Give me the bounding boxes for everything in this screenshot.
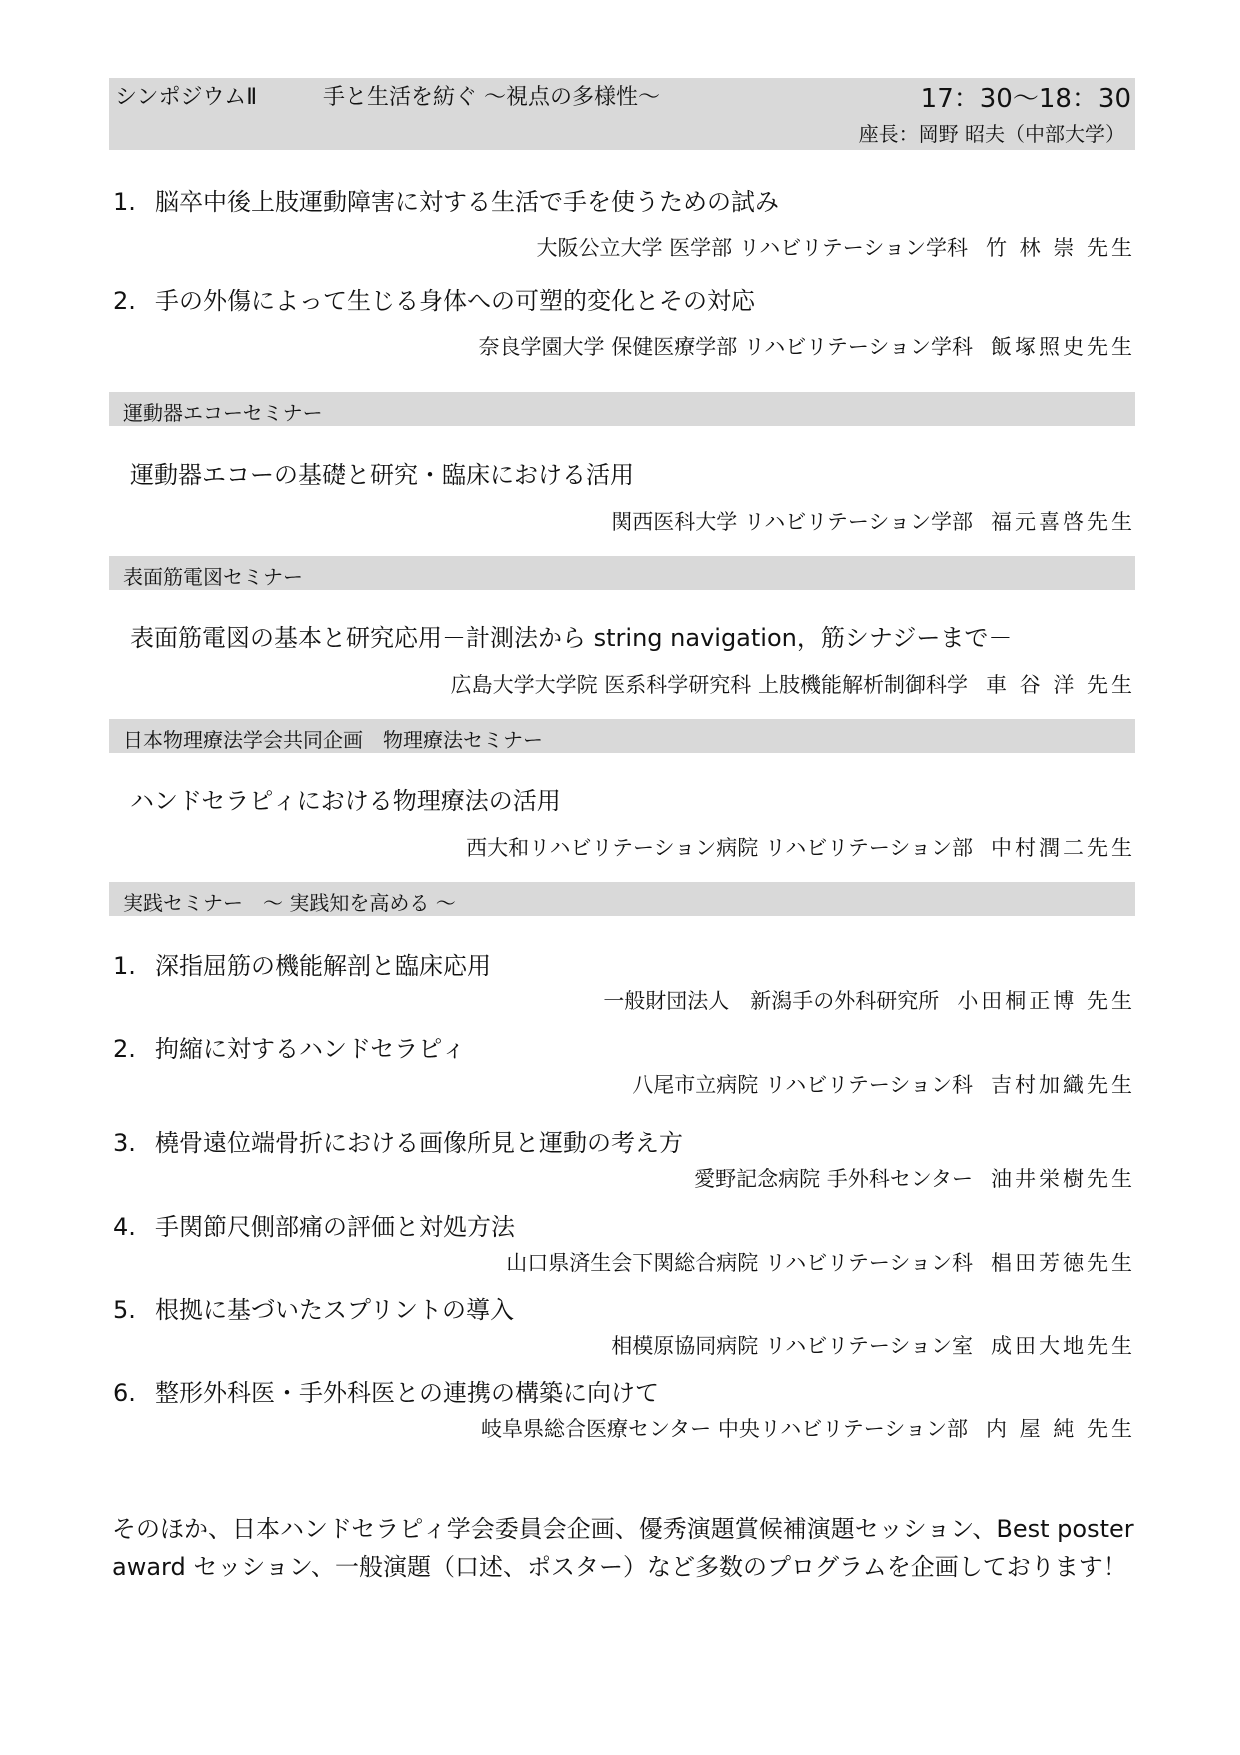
affiliation: 八尾市立病院 リハビリテーション科 bbox=[632, 1073, 973, 1097]
speaker: 中村潤二先生 bbox=[991, 836, 1135, 860]
symposium-heading bbox=[115, 80, 660, 111]
affiliation: 大阪公立大学 医学部 リハビリテーション学科 bbox=[536, 236, 968, 260]
symposium-chair: 座長：岡野 昭夫（中部大学） bbox=[858, 122, 1125, 146]
talk-title: 脳卒中後上肢運動障害に対する生活で手を使うための試み bbox=[155, 188, 779, 216]
symposium-header bbox=[109, 78, 1135, 150]
affiliation: 愛野記念病院 手外科センター bbox=[694, 1167, 973, 1191]
practice-talk-1-title bbox=[113, 946, 491, 981]
talk-title: 深指屈筋の機能解剖と臨床応用 bbox=[155, 952, 491, 980]
affiliation: 西大和リハビリテーション病院 リハビリテーション部 bbox=[466, 836, 973, 860]
symposium-talk-1-title bbox=[113, 182, 779, 217]
practice-talk-4-affiliation bbox=[506, 1247, 1135, 1277]
echo-seminar-label: 運動器エコーセミナー bbox=[123, 401, 323, 425]
emg-seminar-bar bbox=[109, 556, 1135, 590]
practice-talk-6-affiliation bbox=[481, 1413, 1135, 1443]
physio-seminar-bar bbox=[109, 719, 1135, 753]
closing-note: そのほか、日本ハンドセラピィ学会委員会企画、優秀演題賞候補演題セッション、Best poster award セッション、一般演題（口述、ポスター）など多数のプログラムを企画しております！ bbox=[112, 1515, 1134, 1581]
symposium-title: 手と生活を紡ぐ ～視点の多様性～ bbox=[323, 85, 660, 110]
speaker: 成田大地先生 bbox=[991, 1334, 1135, 1358]
speaker: 内 屋 純 先生 bbox=[985, 1417, 1135, 1441]
practice-talk-3-title bbox=[113, 1123, 683, 1158]
emg-seminar-affiliation bbox=[451, 669, 1135, 699]
emg-seminar-title: 表面筋電図の基本と研究応用－計測法から string navigation，筋シナジーまで－ bbox=[130, 624, 1013, 652]
practice-talk-5-title bbox=[113, 1290, 514, 1325]
affiliation: 山口県済生会下関総合病院 リハビリテーション科 bbox=[506, 1251, 973, 1275]
symposium-talk-2-affiliation bbox=[479, 331, 1135, 361]
practice-talk-1-affiliation bbox=[603, 985, 1135, 1015]
talk-number: 6. bbox=[113, 1379, 136, 1407]
practice-seminar-label: 実践セミナー ～ 実践知を高める ～ bbox=[123, 891, 456, 915]
symposium-label: シンポジウムⅡ bbox=[115, 85, 258, 110]
affiliation: 奈良学園大学 保健医療学部 リハビリテーション学科 bbox=[478, 335, 973, 359]
practice-talk-6-title bbox=[113, 1373, 659, 1408]
talk-number: 3. bbox=[113, 1129, 136, 1157]
physio-seminar-title: ハンドセラピィにおける物理療法の活用 bbox=[130, 787, 561, 815]
talk-number: 2. bbox=[113, 1035, 136, 1063]
speaker: 吉村加織先生 bbox=[991, 1073, 1135, 1097]
practice-talk-2-title bbox=[113, 1029, 466, 1064]
symposium-talk-2-title bbox=[113, 281, 755, 316]
speaker: 飯塚照史先生 bbox=[991, 335, 1135, 359]
talk-number: 1. bbox=[113, 188, 136, 216]
talk-number: 5. bbox=[113, 1296, 136, 1324]
affiliation: 関西医科大学 リハビリテーション学部 bbox=[611, 510, 973, 534]
symposium-time: 17：30～18：30 bbox=[920, 84, 1131, 114]
talk-number: 1. bbox=[113, 952, 136, 980]
talk-title: 整形外科医・手外科医との連携の構築に向けて bbox=[155, 1379, 659, 1407]
talk-title: 根拠に基づいたスプリントの導入 bbox=[155, 1296, 515, 1324]
practice-talk-5-affiliation bbox=[611, 1330, 1135, 1360]
echo-seminar-title: 運動器エコーの基礎と研究・臨床における活用 bbox=[130, 461, 634, 489]
physio-seminar-affiliation bbox=[466, 832, 1135, 862]
practice-seminar-bar bbox=[109, 882, 1135, 916]
talk-title: 手関節尺側部痛の評価と対処方法 bbox=[155, 1213, 515, 1241]
physio-seminar-label: 日本物理療法学会共同企画 物理療法セミナー bbox=[123, 728, 543, 752]
echo-seminar-affiliation bbox=[611, 506, 1135, 536]
affiliation: 岐阜県総合医療センター 中央リハビリテーション部 bbox=[481, 1417, 968, 1441]
symposium-talk-1-affiliation bbox=[537, 232, 1136, 262]
affiliation: 一般財団法人 新潟手の外科研究所 bbox=[603, 989, 940, 1013]
speaker: 小田桐正博 先生 bbox=[957, 989, 1135, 1013]
practice-talk-4-title bbox=[113, 1207, 515, 1242]
emg-seminar-label: 表面筋電図セミナー bbox=[123, 565, 303, 589]
speaker: 竹 林 崇 先生 bbox=[985, 236, 1135, 260]
practice-talk-2-affiliation bbox=[632, 1069, 1135, 1099]
talk-title: 拘縮に対するハンドセラピィ bbox=[155, 1035, 466, 1063]
talk-title: 橈骨遠位端骨折における画像所見と運動の考え方 bbox=[155, 1129, 683, 1157]
speaker: 車 谷 洋 先生 bbox=[985, 673, 1135, 697]
talk-number: 2. bbox=[113, 287, 136, 315]
echo-seminar-bar bbox=[109, 392, 1135, 426]
speaker: 椙田芳徳先生 bbox=[991, 1251, 1135, 1275]
speaker: 福元喜啓先生 bbox=[991, 510, 1135, 534]
practice-talk-3-affiliation bbox=[694, 1163, 1135, 1193]
affiliation: 相模原協同病院 リハビリテーション室 bbox=[611, 1334, 973, 1358]
talk-title: 手の外傷によって生じる身体への可塑的変化とその対応 bbox=[155, 287, 755, 315]
talk-number: 4. bbox=[113, 1213, 136, 1241]
speaker: 油井栄樹先生 bbox=[991, 1167, 1135, 1191]
affiliation: 広島大学大学院 医系科学研究科 上肢機能解析制御科学 bbox=[450, 673, 968, 697]
